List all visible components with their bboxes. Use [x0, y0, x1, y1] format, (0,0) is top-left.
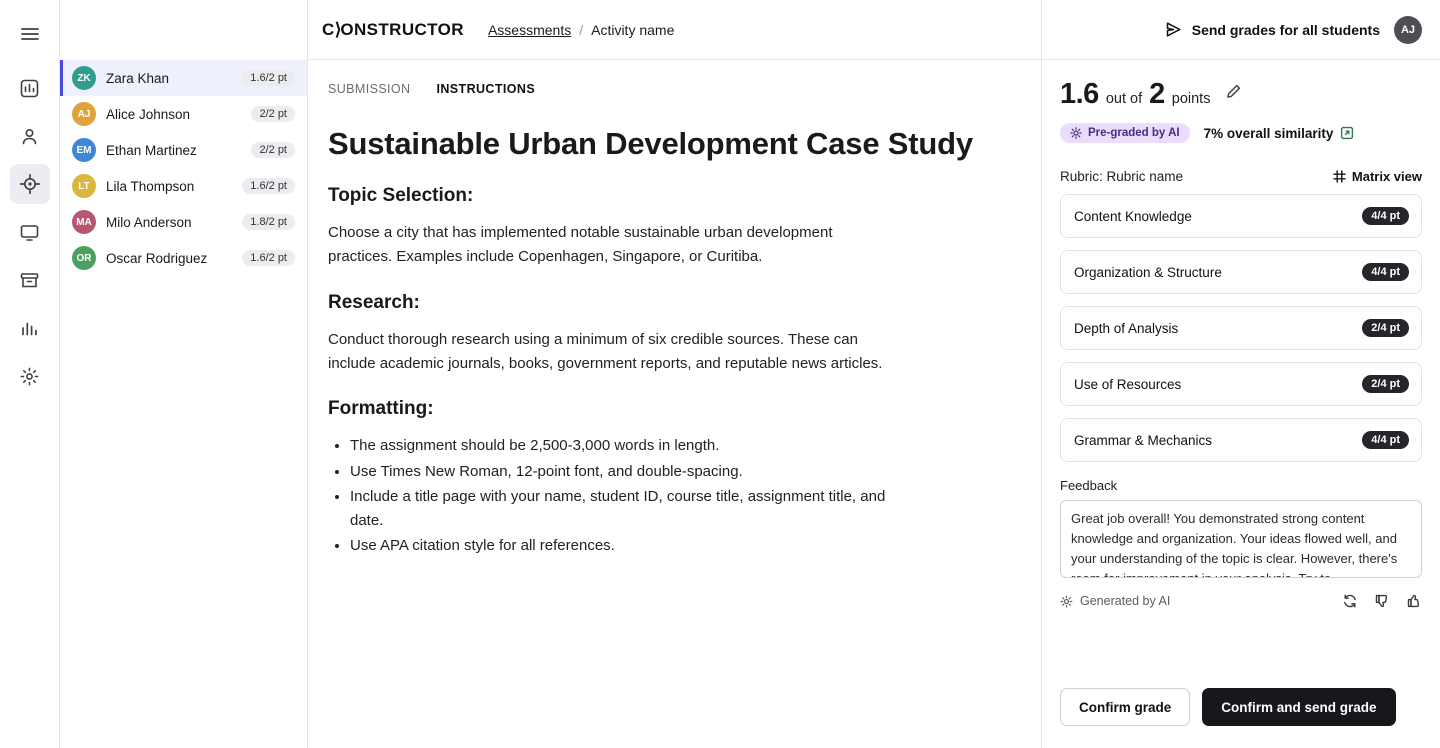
grade-badges	[1060, 123, 1422, 143]
breadcrumb	[488, 22, 674, 38]
confirm-and-send-grade-button[interactable]: Confirm and send grade	[1202, 688, 1395, 726]
list-item: • Use APA citation style for all references.	[350, 534, 888, 558]
feedback-label: Feedback	[1060, 478, 1118, 493]
section-text-topic-selection: Choose a city that has implemented notable sustainable urban development practices. Examples include Copenhagen, Singapore, or Curitiba.	[328, 224, 833, 266]
student-score-badge: 1.6/2 pt	[242, 70, 295, 86]
pre-graded-label: Pre-graded by AI	[1088, 127, 1180, 139]
student-name: Zara Khan	[106, 70, 170, 86]
rubric-criterion-row[interactable]	[1060, 362, 1422, 406]
criterion-score: 4/4 pt	[1362, 207, 1409, 225]
student-list-item[interactable]	[60, 168, 307, 204]
grading-panel	[1042, 0, 1440, 748]
avatar: LT	[72, 174, 96, 198]
pencil-icon[interactable]	[1225, 83, 1242, 100]
send-grades-label: Send grades for all students	[1191, 21, 1380, 38]
logo-text-prefix: C	[322, 19, 335, 39]
left-nav-rail	[0, 0, 60, 748]
matrix-view-button[interactable]	[1333, 169, 1422, 184]
rubric-criterion-row[interactable]	[1060, 250, 1422, 294]
status-badge	[1060, 123, 1190, 143]
grading-footer	[1042, 688, 1440, 748]
top-bar	[308, 0, 1041, 60]
student-list-panel	[60, 0, 308, 748]
matrix-view-label: Matrix view	[1351, 169, 1422, 184]
section-heading-formatting: Formatting:	[328, 398, 434, 420]
thumbs-down-icon[interactable]	[1374, 593, 1390, 609]
rubric-title: Rubric: Rubric name	[1060, 169, 1184, 184]
avatar: ZK	[72, 66, 96, 90]
refresh-icon[interactable]	[1342, 593, 1358, 609]
student-score-badge: 1.6/2 pt	[242, 178, 295, 194]
feedback-input[interactable]	[1060, 500, 1422, 578]
student-list-item[interactable]	[60, 60, 307, 96]
criterion-label: Use of Resources	[1074, 376, 1182, 392]
settings-icon[interactable]	[10, 356, 50, 396]
ai-generated-label: Generated by AI	[1080, 594, 1171, 608]
student-list-item[interactable]	[60, 96, 307, 132]
student-score-badge: 1.8/2 pt	[242, 214, 295, 230]
student-list-item[interactable]	[60, 132, 307, 168]
criterion-score: 2/4 pt	[1362, 319, 1409, 337]
criterion-label: Content Knowledge	[1074, 208, 1192, 224]
breadcrumb-separator: /	[579, 21, 584, 38]
section-heading-research: Research:	[328, 291, 420, 313]
student-list-header-spacer	[60, 0, 307, 60]
logo-glyph: ⟩	[334, 19, 341, 39]
criterion-label: Organization & Structure	[1074, 264, 1222, 280]
student-list-item[interactable]	[60, 240, 307, 276]
score-summary	[1060, 78, 1422, 111]
student-score-badge: 2/2 pt	[251, 142, 295, 158]
student-name: Oscar Rodriguez	[106, 250, 208, 266]
tab-submission[interactable]: SUBMISSION	[328, 82, 411, 96]
student-score-badge: 1.6/2 pt	[242, 250, 295, 266]
student-name: Milo Anderson	[106, 214, 192, 230]
grading-body	[1042, 60, 1440, 688]
avatar[interactable]: AJ	[1394, 16, 1422, 44]
rubric-criterion-row[interactable]	[1060, 418, 1422, 462]
menu-icon[interactable]	[10, 14, 50, 54]
grid-icon	[1333, 170, 1346, 183]
rubric-criterion-row[interactable]	[1060, 194, 1422, 238]
logo	[308, 20, 488, 40]
criterion-score: 2/4 pt	[1362, 375, 1409, 393]
list-item: • Use Times New Roman, 12-point font, and double-spacing.	[350, 460, 888, 484]
score-value: 1.6	[1060, 78, 1099, 110]
breadcrumb-current: Activity name	[591, 21, 675, 38]
open-external-icon	[1340, 126, 1354, 140]
section-text-research: Conduct thorough research using a minimum of six credible sources. These can include academic journals, books, government reports, and reputable news articles.	[328, 330, 883, 372]
content-tabs	[308, 60, 1041, 106]
rubric-header	[1060, 169, 1422, 184]
student-score-badge: 2/2 pt	[251, 106, 295, 122]
archive-icon[interactable]	[10, 260, 50, 300]
avatar: AJ	[72, 102, 96, 126]
score-points-label: points	[1171, 91, 1211, 107]
student-name: Alice Johnson	[106, 106, 191, 122]
criterion-label: Grammar & Mechanics	[1074, 432, 1213, 448]
similarity-label: 7% overall similarity	[1203, 125, 1334, 141]
dashboard-icon[interactable]	[10, 68, 50, 108]
criterion-score: 4/4 pt	[1362, 263, 1409, 281]
grading-top-bar	[1042, 0, 1440, 60]
avatar: OR	[72, 246, 96, 270]
student-list-item[interactable]	[60, 204, 307, 240]
thumbs-up-icon[interactable]	[1406, 593, 1422, 609]
people-icon[interactable]	[10, 116, 50, 156]
page-title: Sustainable Urban Development Case Study	[328, 126, 973, 161]
section-heading-topic-selection: Topic Selection:	[328, 185, 474, 207]
avatar: EM	[72, 138, 96, 162]
rubric-criterion-row[interactable]	[1060, 306, 1422, 350]
breadcrumb-link-assessments[interactable]: Assessments	[487, 21, 572, 38]
ai-generated-note	[1060, 594, 1170, 608]
instructions-content	[308, 106, 1041, 560]
feedback-ai-row	[1060, 593, 1422, 609]
similarity-link[interactable]	[1204, 126, 1355, 141]
formatting-list	[328, 434, 888, 558]
feedback-actions	[1342, 593, 1422, 609]
confirm-grade-button[interactable]: Confirm grade	[1060, 688, 1190, 726]
logo-text-suffix: ONSTRUCTOR	[340, 19, 464, 39]
display-icon[interactable]	[10, 212, 50, 252]
score-out-of-label: out of	[1105, 91, 1143, 107]
criterion-label: Depth of Analysis	[1074, 320, 1179, 336]
ai-gear-icon	[1060, 595, 1073, 608]
send-grades-button[interactable]	[1165, 21, 1380, 38]
score-total: 2	[1149, 78, 1165, 110]
list-item: • The assignment should be 2,500-3,000 words in length.	[350, 434, 888, 458]
ai-sparkle-icon	[1070, 127, 1082, 139]
student-name: Lila Thompson	[106, 178, 195, 194]
student-name: Ethan Martinez	[106, 142, 197, 158]
criterion-score: 4/4 pt	[1362, 431, 1409, 449]
submission-panel	[308, 0, 1042, 748]
tab-instructions[interactable]: INSTRUCTIONS	[436, 82, 536, 96]
list-item: • Include a title page with your name, student ID, course title, assignment title, and date.	[350, 485, 888, 534]
send-icon	[1165, 21, 1182, 38]
avatar: MA	[72, 210, 96, 234]
analytics-icon[interactable]	[10, 308, 50, 348]
target-icon[interactable]	[10, 164, 50, 204]
